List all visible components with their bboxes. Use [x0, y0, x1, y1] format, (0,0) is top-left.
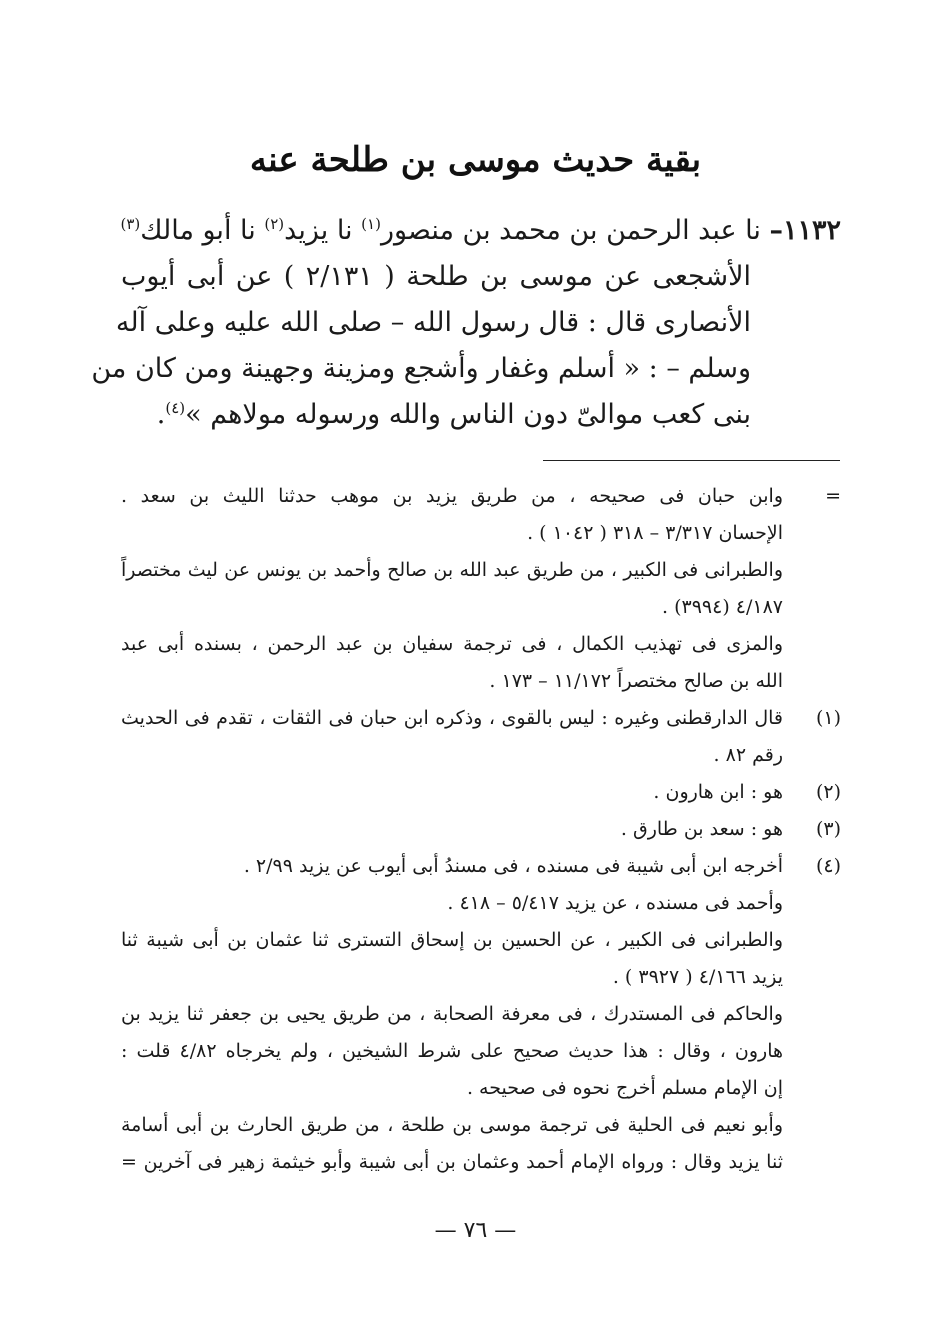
footnote-line	[121, 552, 841, 589]
hadith-line-4: وسلم – : « أسلم وغفار وأشجع ومزينة وجهينة ومن كان من	[91, 353, 751, 384]
footnote-text: هو : ابن هارون .	[653, 781, 783, 803]
footnote-text: قال الدارقطنى وغيره : ليس بالقوى ، وذكره ابن حبان فى الثقات ، تقدم فى الحديث	[121, 707, 783, 729]
footnote-line	[121, 922, 841, 959]
footnote-line	[121, 811, 841, 848]
page-number: — ٧٦ —	[434, 1218, 517, 1243]
footnote-marker: (٣)	[815, 818, 841, 840]
footnote-text: ثنا يزيد وقال : ورواه الإمام أحمد وعثمان بن أبى شيبة وأبو خيثمة زهير فى آخرين =	[121, 1151, 783, 1173]
footnote-text: والمزى فى تهذيب الكمال ، فى ترجمة سفيان بن عبد الرحمن ، بسنده أبى عبد	[121, 633, 783, 655]
hadith-line-1	[121, 208, 841, 254]
footnotes	[121, 478, 841, 1181]
footnote-text: أخرجه ابن أبى شيبة فى مسنده ، فى مسندُ أبى أيوب عن يزيد ٢/٩٩ .	[243, 855, 783, 877]
footnote-text: الإحسان ٣/٣١٧ – ٣١٨ ( ١٠٤٢ ) .	[527, 522, 783, 544]
footnote-line	[121, 1070, 841, 1107]
footnote-line	[121, 700, 841, 737]
footnote-text: رقم ٨٢ .	[713, 744, 783, 766]
footnote-text: يزيد ٤/١٦٦ ( ٣٩٢٧ ) .	[612, 966, 783, 988]
footnote-line	[121, 774, 841, 811]
hadith-line-5	[121, 392, 751, 438]
footnote-line	[121, 959, 841, 996]
footnote-line	[121, 885, 841, 922]
footnote-line	[121, 478, 841, 515]
hadith-text-part: .	[156, 399, 166, 430]
hadith-line-2: الأشجعى عن موسى بن طلحة ( ٢/١٣١ ) عن أبى أيوب	[121, 261, 751, 292]
footnote-line	[121, 737, 841, 774]
footnote-text: والطبرانى فى الكبير ، من طريق عبد الله بن صالح وأحمد بن يونس عن ليث مختصراً	[121, 559, 783, 581]
footnote-separator	[543, 460, 840, 461]
hadith-line-3: الأنصارى قال : قال رسول الله – صلى الله عليه وعلى آله	[115, 307, 751, 338]
footnote-text: وأبو نعيم فى الحلية فى ترجمة موسى بن طلحة ، من طريق الحارث بن أبى أسامة	[121, 1114, 783, 1136]
footnote-marker: (٤)	[815, 855, 841, 877]
footnote-ref-4[interactable]: (٤)	[165, 399, 186, 417]
footnote-text: الله بن صالح مختصراً ١١/١٧٢ – ١٧٣ .	[489, 670, 783, 692]
hadith-number: ١١٣٢–	[769, 215, 841, 246]
footnote-ref-3[interactable]: (٣)	[120, 215, 141, 233]
footnote-marker: (٢)	[815, 781, 841, 803]
footnote-text: وأحمد فى مسنده ، عن يزيد ٥/٤١٧ – ٤١٨ .	[447, 892, 783, 914]
footnote-line	[121, 1107, 841, 1144]
footnote-line	[121, 515, 841, 552]
section-title: بقية حديث موسى بن طلحة عنه	[249, 140, 702, 180]
footnote-line	[121, 996, 841, 1033]
footnote-text: هارون ، وقال : هذا حديث صحيح على شرط الشيخين ، ولم يخرجاه ٤/٨٢ قلت :	[121, 1040, 783, 1062]
footnote-line	[121, 1144, 841, 1181]
footnote-text: ٤/١٨٧ (٣٩٩٤) .	[661, 596, 783, 618]
hadith-text-part: نا يزيد	[284, 215, 362, 246]
footnote-line	[121, 626, 841, 663]
hadith-text-part: نا أبو مالك	[140, 215, 265, 246]
footnote-ref-1[interactable]: (١)	[361, 215, 381, 233]
hadith-text-part: بنى كعب موالىّ دون الناس والله ورسوله مولاهم »	[185, 399, 751, 430]
footnote-text: إن الإمام مسلم أخرج نحوه فى صحيحه .	[466, 1077, 783, 1099]
footnote-text: والطبرانى فى الكبير ، عن الحسين بن إسحاق التسترى ثنا عثمان بن أبى شيبة ثنا	[121, 929, 783, 951]
footnote-line	[121, 589, 841, 626]
hadith-text	[91, 208, 841, 438]
footnote-line	[121, 848, 841, 885]
footnote-ref-2[interactable]: (٢)	[264, 215, 285, 233]
footnote-line	[121, 1033, 841, 1070]
footnote-text: هو : سعد بن طارق .	[620, 818, 783, 840]
footnote-text: وابن حبان فى صحيحه ، من طريق يزيد بن موهب حدثنا الليث بن سعد .	[121, 485, 783, 507]
footnote-marker: =	[825, 485, 841, 507]
footnote-marker: (١)	[815, 707, 841, 729]
footnote-line	[121, 663, 841, 700]
hadith-text-part: نا عبد الرحمن بن محمد بن منصور	[380, 215, 770, 246]
footnote-text: والحاكم فى المستدرك ، فى معرفة الصحابة ، من طريق يحيى بن جعفر ثنا يزيد بن	[121, 1003, 783, 1025]
